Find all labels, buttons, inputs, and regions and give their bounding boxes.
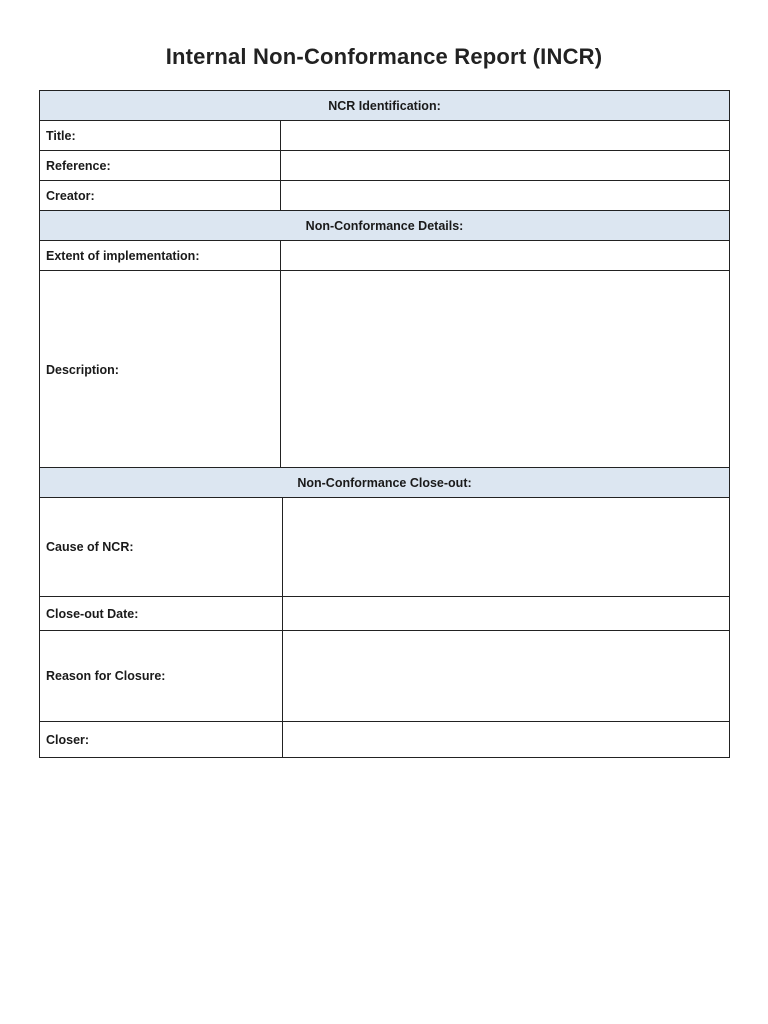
title-label: Title:: [40, 121, 281, 151]
extent-field[interactable]: [281, 241, 730, 271]
ncr-form-table: [39, 90, 730, 469]
form-row-description: [40, 271, 730, 469]
form-row-closer: [40, 722, 730, 758]
cause-label: Cause of NCR:: [40, 498, 283, 597]
reference-field[interactable]: [281, 151, 730, 181]
closer-field[interactable]: [283, 722, 730, 758]
form-row-extent: [40, 241, 730, 271]
description-label: Description:: [40, 271, 281, 469]
section-header-identification: NCR Identification:: [40, 91, 730, 121]
reason-label: Reason for Closure:: [40, 631, 283, 722]
form-row-title: [40, 121, 730, 151]
form-row-creator: [40, 181, 730, 211]
closer-label: Closer:: [40, 722, 283, 758]
description-field[interactable]: [281, 271, 730, 469]
form-row-reference: [40, 151, 730, 181]
creator-label: Creator:: [40, 181, 281, 211]
form-row-reason: [40, 631, 730, 722]
closeout-date-label: Close-out Date:: [40, 597, 283, 631]
reason-field[interactable]: [283, 631, 730, 722]
title-field[interactable]: [281, 121, 730, 151]
cause-field[interactable]: [283, 498, 730, 597]
extent-label: Extent of implementation:: [40, 241, 281, 271]
ncr-closeout-table: [39, 467, 730, 758]
document-title: Internal Non-Conformance Report (INCR): [165, 44, 603, 69]
section-header-closeout: Non-Conformance Close-out:: [40, 468, 730, 498]
reference-label: Reference:: [40, 151, 281, 181]
closeout-date-field[interactable]: [283, 597, 730, 631]
form-row-closeout-date: [40, 597, 730, 631]
creator-field[interactable]: [281, 181, 730, 211]
form-row-cause: [40, 498, 730, 597]
section-header-details: Non-Conformance Details:: [40, 211, 730, 241]
